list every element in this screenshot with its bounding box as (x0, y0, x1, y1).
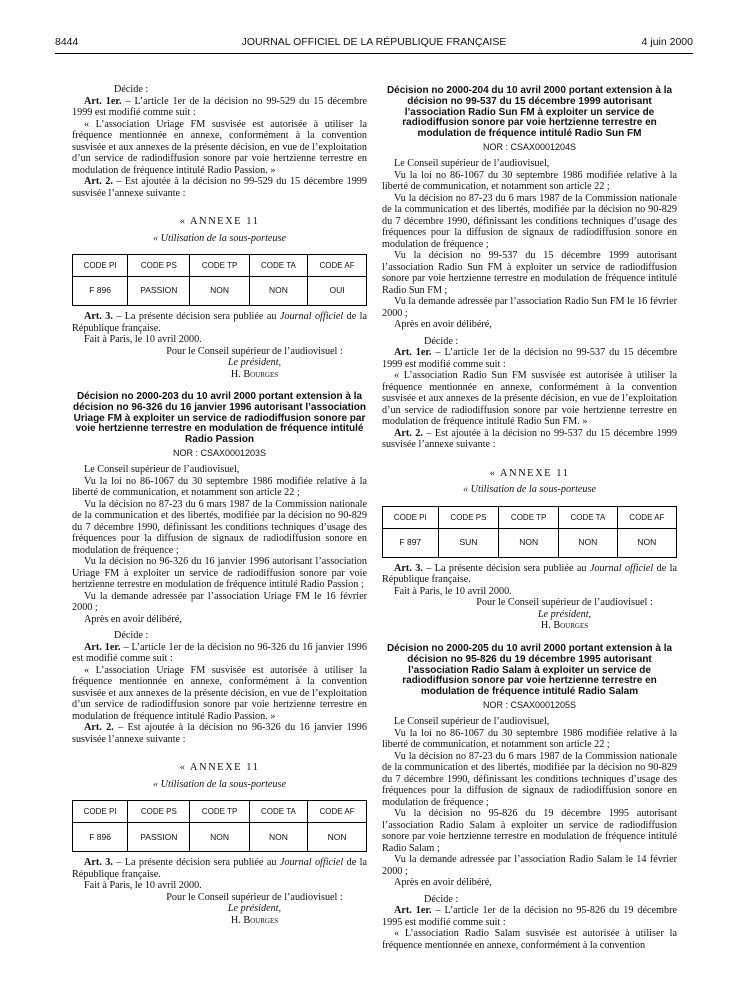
article-quote: « L’association Uriage FM susvisée est autorisée à utiliser la fréquence mentionnée en annexe, conformément à la convention susvisée et aux annexes de la présente décision, en vue de l’exploitation d’un service de radiodiffusion sonore par voie hertzienne terrestre en modulation de fréquence intitulé Radio Passion. » (72, 118, 367, 176)
article-text: – L’article 1er de la décision no 95-826 du 19 décembre 1995 est modifié comme suit : (382, 905, 677, 928)
article-text: – Est ajoutée à la décision no 96-326 du 16 janvier 1996 susvisée l’annexe suivante : (72, 722, 367, 745)
signature-place-date: Fait à Paris, le 10 avril 2000. (84, 880, 202, 892)
table-header-cell: CODE TA (249, 255, 307, 277)
article-text: – La présente décision sera publiée au (422, 562, 590, 574)
visa: Vu la loi no 86-1067 du 30 septembre 1986 modifiée relative à la liberté de communication, et notamment son article 22 ; (382, 727, 677, 751)
right-column (382, 86, 677, 951)
annexe-subheading: « Utilisation de la sous-porteuse (153, 778, 286, 790)
article-label: Art. 1er. (394, 905, 432, 917)
table-header-cell: CODE PS (128, 801, 190, 823)
visa: Le Conseil supérieur de l’audiovisuel, (394, 158, 550, 170)
annexe-subheading: « Utilisation de la sous-porteuse (463, 484, 596, 496)
table-cell: PASSION (128, 277, 190, 306)
article-2 (72, 176, 367, 199)
visa: Après en avoir délibéré, (394, 319, 492, 331)
annexe-subheading: « Utilisation de la sous-porteuse (153, 232, 286, 244)
article-text: – Est ajoutée à la décision no 99-537 du 15 décembre 1999 susvisée l’annexe suivante : (382, 427, 677, 451)
journal-title: JOURNAL OFFICIEL DE LA RÉPUBLIQUE FRANÇAISE (241, 36, 507, 48)
page-number: 8444 (55, 36, 79, 48)
issue-date: 4 juin 2000 (641, 36, 693, 48)
article-text: – L’article 1er de la décision no 99-529 du 15 décembre 1999 est modifié comme suit : (72, 95, 367, 118)
annexe-table (72, 800, 367, 852)
article-text: – Est ajoutée à la décision no 99-529 du 15 décembre 1999 susvisée l’annexe suivante : (72, 176, 367, 199)
table-header-cell: CODE PI (73, 255, 128, 277)
decide-label: Décide : (114, 630, 149, 642)
signature-name: H. Bourges (230, 368, 279, 380)
visa: Vu la demande adressée par l’association Uriage FM le 16 février 2000 ; (72, 590, 367, 614)
article-label: Art. 3. (84, 857, 113, 869)
article-label: Art. 2. (84, 176, 113, 187)
visa: Vu la demande adressée par l’association Radio Salam le 14 février 2000 ; (382, 854, 677, 877)
article-1 (72, 96, 367, 119)
article-label: Art. 3. (394, 562, 423, 574)
decide-label: Décide : (424, 335, 459, 347)
article-2 (72, 722, 367, 745)
table-cell: NON (249, 277, 307, 306)
visa: Vu la décision no 87-23 du 6 mars 1987 de la Commission nationale de la communication et des libertés, modifiée par la décision no 90-829 du 7 décembre 1990, définissant les conditions techniques d’usage des fréquences pour la diffusion de signaux de radiodiffusion sonore en modulation de fréquence ; (72, 498, 367, 556)
signature-name: H. Bourges (230, 914, 279, 926)
table-cell: NON (559, 528, 618, 557)
table-header-cell: CODE PI (73, 801, 128, 823)
annexe-heading: « ANNEXE 11 (179, 762, 260, 774)
table-header-cell: CODE TA (249, 801, 307, 823)
article-1 (382, 905, 677, 928)
table-cell: NON (190, 823, 249, 852)
table-header-cell: CODE TP (190, 255, 249, 277)
decision-title: Décision no 2000-204 du 10 avril 2000 portant extension à la décision no 99-537 du 15 décembre 1999 autorisant l’association Radio Sun FM à exploiter un service de radiodiffusion sonore par voie hertzienne terrestre en modulation de fréquence intitulé Radio Sun FM (386, 85, 673, 140)
signature-role: Le président, (227, 357, 282, 368)
table-header-cell: CODE AF (308, 255, 367, 277)
table-cell: F 897 (383, 528, 439, 557)
article-quote: « L’association Radio Sun FM susvisée est autorisée à utiliser la fréquence mentionnée en annexe, conformément à la convention susvisée et aux annexes de la présente décision, en vue de l’exploitation d’un service de radiodiffusion sonore par voie hertzienne terrestre en modulation de fréquence intitulé Radio Sun FM. » (382, 370, 677, 428)
signature-role: Le président, (537, 608, 592, 620)
article-quote: « L’association Radio Salam susvisée est autorisée à utiliser la fréquence mentionnée en annexe, conformément à la convention (382, 928, 677, 951)
journal-ref: Journal officiel (279, 857, 344, 869)
annexe-heading: « ANNEXE 11 (489, 467, 570, 479)
signature-place-date: Fait à Paris, le 10 avril 2000. (394, 585, 512, 597)
article-label: Art. 2. (394, 427, 423, 439)
table-cell: F 896 (73, 277, 128, 306)
visa: Après en avoir délibéré, (84, 613, 182, 625)
article-label: Art. 1er. (84, 641, 121, 653)
table-header-row (73, 255, 367, 277)
article-text: – L’article 1er de la décision no 96-326 du 16 janvier 1996 est modifié comme suit : (72, 641, 367, 665)
article-2 (382, 428, 677, 451)
visa: Le Conseil supérieur de l’audiovisuel, (84, 464, 240, 476)
journal-ref: Journal officiel (589, 562, 654, 574)
visa: Vu la loi no 86-1067 du 30 septembre 1986 modifiée relative à la liberté de communication, et notamment son article 22 ; (72, 475, 367, 499)
decision-title: Décision no 2000-205 du 10 avril 2000 portant extension à la décision no 95-826 du 19 décembre 1995 autorisant l’association Radio Salam à exploiter un service de radiodiffusion sonore par voie hertzienne terrestre en modulation de fréquence intitulé Radio Salam (386, 642, 673, 698)
visa: Vu la loi no 86-1067 du 30 septembre 1986 modifiée relative à la liberté de communication, et notamment son article 22 ; (382, 169, 677, 193)
table-row (73, 823, 367, 852)
article-quote: « L’association Uriage FM susvisée est autorisée à utiliser la fréquence mentionnée en annexe, conformément à la convention susvisée et aux annexes de la présente décision, en vue de l’exploitation d’un service de radiodiffusion sonore par voie hertzienne terrestre en modulation de fréquence intitulé Radio Passion. » (72, 664, 367, 722)
table-header-cell: CODE TP (190, 801, 249, 823)
table-header-cell: CODE PS (128, 255, 190, 277)
article-label: Art. 2. (84, 722, 114, 734)
table-header-cell: CODE AF (617, 506, 676, 528)
annexe-table (382, 506, 677, 558)
table-row (383, 528, 677, 557)
table-header-cell: CODE PS (438, 506, 499, 528)
table-header-row (383, 506, 677, 528)
signature-line: Pour le Conseil supérieur de l’audiovisuel : (166, 345, 343, 357)
annexe-table (72, 254, 367, 306)
table-cell: NON (190, 277, 249, 306)
journal-ref: Journal officiel (279, 311, 344, 322)
article-text: – L’article 1er de la décision no 99-537 du 15 décembre 1999 est modifié comme suit : (382, 347, 677, 370)
signature-place-date: Fait à Paris, le 10 avril 2000. (84, 334, 202, 345)
article-text: – La présente décision sera publiée au (112, 311, 280, 322)
article-3 (72, 857, 367, 880)
table-header-cell: CODE PI (383, 506, 439, 528)
article-label: Art. 3. (84, 311, 113, 322)
article-3 (382, 563, 677, 586)
article-text: – La présente décision sera publiée au (112, 857, 280, 869)
nor-reference: NOR : CSAX0001205S (482, 699, 577, 710)
table-header-cell: CODE AF (308, 801, 367, 823)
table-cell: NON (499, 528, 559, 557)
table-header-cell: CODE TA (559, 506, 618, 528)
signature-line: Pour le Conseil supérieur de l’audiovisuel : (166, 891, 343, 903)
visa: Vu la décision no 87-23 du 6 mars 1987 de la Commission nationale de la communication et des libertés, modifiée par la décision no 90-829 du 7 décembre 1990, définissant les conditions techniques d’usage des fréquences pour la diffusion de signaux de radiodiffusion sonore en modulation de fréquence ; (382, 750, 677, 808)
article-3 (72, 311, 367, 334)
signature-line: Pour le Conseil supérieur de l’audiovisuel : (476, 597, 653, 609)
decision-title: Décision no 2000-203 du 10 avril 2000 portant extension à la décision no 96-326 du 16 janvier 1996 autorisant l’association Uriage FM à exploiter un service de radiodiffusion sonore par voie hertzienne terrestre en modulation de fréquence intitulé Radio Passion (73, 391, 366, 446)
table-cell: SUN (438, 528, 499, 557)
article-text: de la République française. (72, 311, 368, 334)
visa: Vu la décision no 96-326 du 16 janvier 1996 autorisant l’association Uriage FM à exploiter un service de radiodiffusion sonore par voie hertzienne terrestre en modulation de fréquence intitulé Radio Passion ; (72, 556, 367, 591)
table-cell: NON (308, 823, 367, 852)
article-text: de la République française. (72, 857, 368, 880)
article-1 (72, 642, 367, 665)
header-rule (55, 53, 693, 54)
table-cell: NON (617, 528, 676, 557)
page-header (55, 36, 693, 52)
article-label: Art. 1er. (394, 347, 432, 359)
visa: Le Conseil supérieur de l’audiovisuel, (394, 716, 550, 728)
table-cell: NON (249, 823, 307, 852)
decide-label: Décide : (114, 84, 149, 95)
signature-name: H. Bourges (540, 620, 589, 632)
table-cell: PASSION (128, 823, 190, 852)
article-label: Art. 1er. (84, 95, 122, 107)
annexe-heading: « ANNEXE 11 (179, 216, 260, 227)
decide-label: Décide : (424, 893, 459, 905)
visa: Après en avoir délibéré, (394, 877, 492, 889)
visa: Vu la demande adressée par l’association Radio Sun FM le 16 février 2000 ; (382, 296, 677, 319)
table-cell: OUI (308, 277, 367, 306)
nor-reference: NOR : CSAX0001204S (482, 141, 577, 152)
left-column (72, 84, 367, 926)
visa: Vu la décision no 99-537 du 15 décembre 1999 autorisant l’association Radio Sun FM à exploiter un service de radiodiffusion sonore par voie hertzienne terrestre en modulation de fréquence intitulé Radio Sun FM ; (382, 250, 677, 296)
signature-role: Le président, (227, 903, 282, 915)
article-1 (382, 347, 677, 370)
table-cell: F 896 (73, 823, 128, 852)
article-text: de la République française. (382, 562, 678, 586)
visa: Vu la décision no 95-826 du 19 décembre 1995 autorisant l’association Radio Salam à exploiter un service de radiodiffusion sonore par voie hertzienne terrestre en modulation de fréquence intitulé Radio Salam ; (382, 808, 677, 854)
nor-reference: NOR : CSAX0001203S (172, 447, 267, 458)
table-header-cell: CODE TP (499, 506, 559, 528)
table-row (73, 277, 367, 306)
visa: Vu la décision no 87-23 du 6 mars 1987 de la Commission nationale de la communication et des libertés, modifiée par la décision no 90-829 du 7 décembre 1990, définissant les conditions techniques d’usage des fréquences pour la diffusion de signaux de radiodiffusion sonore en modulation de fréquence ; (382, 192, 677, 250)
table-header-row (73, 801, 367, 823)
